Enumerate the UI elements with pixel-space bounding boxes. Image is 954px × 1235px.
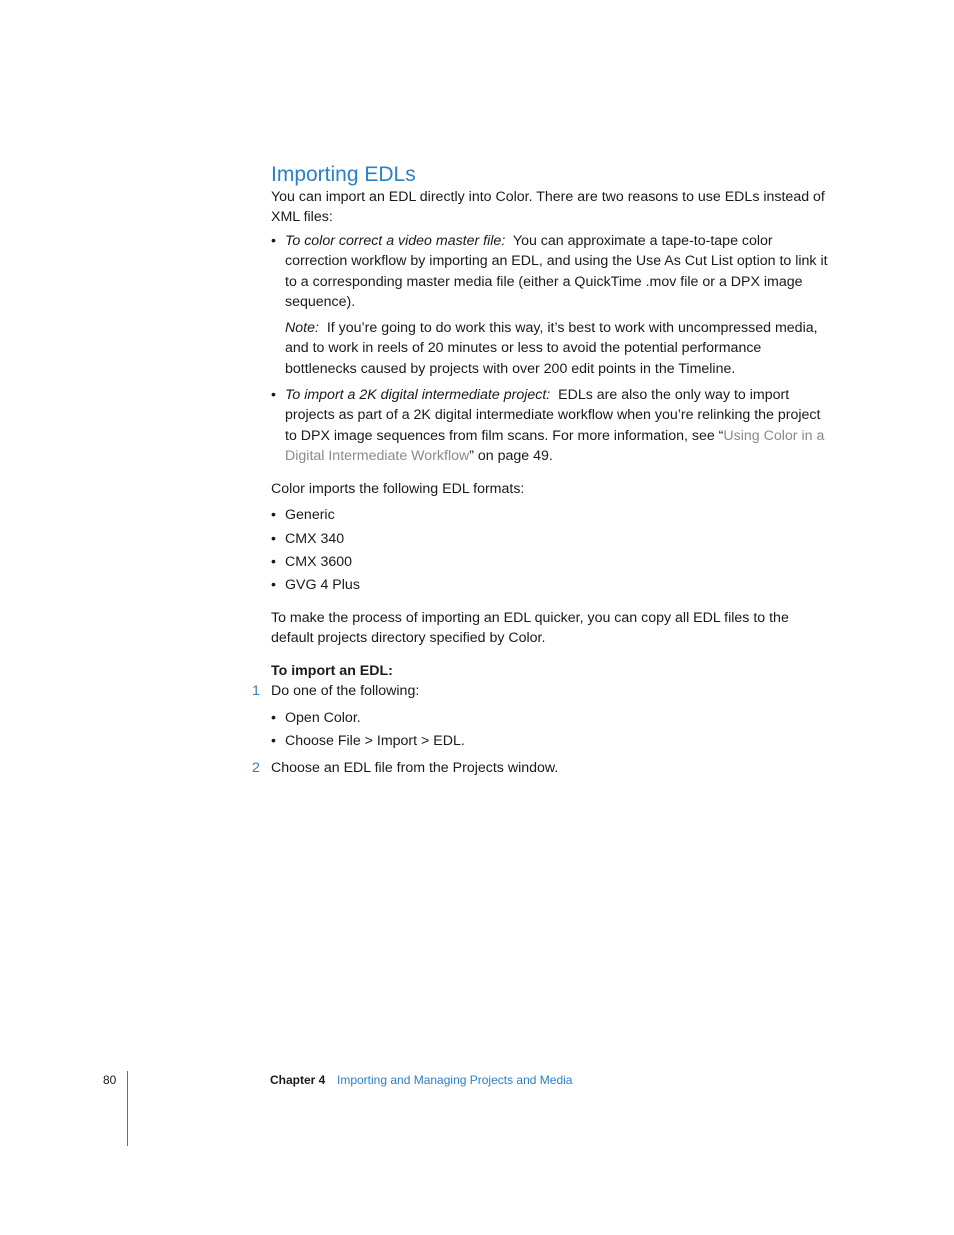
- formats-intro: Color imports the following EDL formats:: [271, 481, 525, 497]
- section-title: Importing EDLs: [271, 163, 416, 186]
- bullet-icon: •: [271, 387, 276, 403]
- intro-paragraph: You can import an EDL directly into Color. There are two reasons to use EDLs instead of XML files:: [271, 189, 825, 226]
- page-number: 80: [103, 1073, 117, 1087]
- reason-text: EDLs are also the only way to import projects as part of a 2K digital intermediate workflow when you’re relinking the project to DPX image sequences from film scans. For more information, see “: [285, 387, 821, 444]
- bullet-icon: •: [271, 233, 276, 249]
- reason-text-after-link: ” on page 49.: [469, 448, 553, 465]
- bullet-icon: •: [271, 554, 276, 570]
- note-label: Note:: [285, 320, 319, 336]
- bullet-icon: •: [271, 577, 276, 593]
- option-label: Open Color.: [285, 710, 361, 726]
- bullet-icon: •: [271, 507, 276, 523]
- note-paragraph: [285, 318, 830, 379]
- footer-divider: [127, 1071, 128, 1146]
- reason-text: You can approximate a tape-to-tape color correction workflow by importing an EDL, and using the Use As Cut List option to link it to a corresponding master media file (either a QuickTime .mov file or a DPX image sequence).: [285, 233, 828, 311]
- reason-lead: To import a 2K digital intermediate project:: [285, 387, 551, 403]
- footer-chapter-label: Chapter 4: [270, 1073, 326, 1087]
- note-text: If you’re going to do work this way, it’s best to work with uncompressed media, and to work in reels of 20 minutes or less to avoid the potential performance bottlenecks caused by projects with over 200 edit points in the Timeline.: [285, 320, 818, 377]
- format-label: Generic: [285, 507, 335, 523]
- reason-lead: To color correct a video master file:: [285, 233, 506, 249]
- bullet-icon: •: [271, 531, 276, 547]
- step-text: Choose an EDL file from the Projects window.: [271, 760, 559, 776]
- step-number: 1: [252, 683, 260, 699]
- cross-reference-link[interactable]: Using Color in a Digital Intermediate Workflow: [285, 427, 825, 465]
- copy-tip-paragraph: To make the process of importing an EDL quicker, you can copy all EDL files to the default projects directory specified by Color.: [271, 610, 789, 647]
- option-label: Choose File > Import > EDL.: [285, 733, 465, 749]
- format-label: CMX 340: [285, 531, 345, 547]
- step-text: Do one of the following:: [271, 683, 420, 699]
- format-label: GVG 4 Plus: [285, 577, 360, 593]
- footer-chapter-title[interactable]: Importing and Managing Projects and Media: [337, 1073, 573, 1087]
- bullet-icon: •: [271, 710, 276, 726]
- procedure-heading: To import an EDL:: [271, 663, 393, 679]
- bullet-icon: •: [271, 733, 276, 749]
- step-number: 2: [252, 760, 260, 776]
- format-label: CMX 3600: [285, 554, 353, 570]
